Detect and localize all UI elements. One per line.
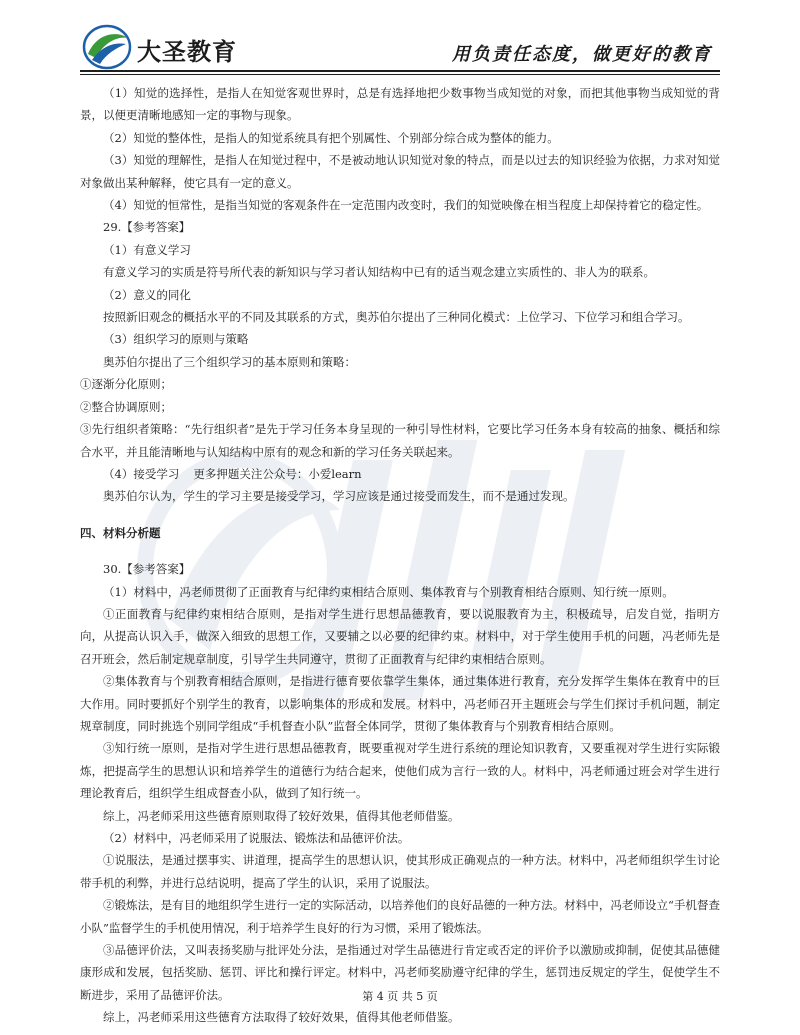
header-rule <box>80 70 720 72</box>
q29-text-2: 按照新旧观念的概括水平的不同及其联系的方式，奥苏伯尔提出了三种同化模式：上位学习、下位学习和组合学习。 <box>103 310 690 325</box>
q29-title: 29.【参考答案】 <box>103 220 191 235</box>
q29-text-4: 奥苏伯尔认为，学生的学习主要是接受学习，学习应该是通过接受而发生，而不是通过发现。 <box>103 489 575 504</box>
q29-principle-1: ①逐渐分化原则； <box>80 377 172 392</box>
q30-para: ②锻炼法，是有目的地组织学生进行一定的实际活动，以培养他们的良好品德的一种方法。材料中，冯老师设立“手机督查小队”监督学生的手机使用情况，利于培养学生良好的行为习惯，采用了锻炼法。 <box>80 898 720 935</box>
q30-para: （1）材料中，冯老师贯彻了正面教育与纪律约束相结合原则、集体教育与个别教育相结合原则、知行统一原则。 <box>103 584 674 599</box>
q29-item-1: （1）有意义学习 <box>103 242 191 257</box>
header-rule-thin <box>80 74 720 75</box>
document-body <box>80 82 720 1029</box>
q30-para: 综上，冯老师采用这些德育方法取得了较好效果，值得其他老师借鉴。 <box>103 1010 460 1025</box>
perception-selectivity: （1）知觉的选择性，是指人在知觉客观世界时，总是有选择地把少数事物当成知觉的对象，而把其他事物当成知觉的背景，以便更清晰地感知一定的事物与现象。 <box>80 86 720 123</box>
q29-text-3: 奥苏伯尔提出了三个组织学习的基本原则和策略： <box>103 354 356 369</box>
perception-understanding: （3）知觉的理解性，是指人在知觉过程中，不是被动地认识知觉对象的特点，而是以过去的知识经验为依据，力求对知觉对象做出某种解释，使它具有一定的意义。 <box>80 153 720 190</box>
q30-para: （2）材料中，冯老师采用了说服法、锻炼法和品德评价法。 <box>103 831 410 845</box>
promo-note: 更多押题关注公众号：小爱learn <box>193 466 362 481</box>
perception-constancy: （4）知觉的恒常性，是指当知觉的客观条件在一定范围内改变时，我们的知觉映像在相当程度上却保持着它的稳定性。 <box>103 198 709 213</box>
q29-principle-2: ②整合协调原则； <box>80 399 172 414</box>
q29-item-4-label: （4）接受学习 <box>103 466 180 481</box>
q29-item-2: （2）意义的同化 <box>103 287 191 302</box>
q30-para: ①正面教育与纪律约束相结合原则，是指对学生进行思想品德教育，要以说服教育为主，积极疏导，启发自觉，指明方向，从提高认识入手，做深入细致的思想工作，又要辅之以必要的纪律约束。材料中，对于学生使用手机的问题，冯老师先是召开班会，然后制定规章制度，引导学生共同遵守，贯彻了正面教育与纪律约束相结合原则。 <box>80 606 720 666</box>
q30-para: ③知行统一原则，是指对学生进行思想品德教育，既要重视对学生进行系统的理论知识教育，又要重视对学生进行实际锻炼，把提高学生的思想认识和培养学生的道德行为结合起来，使他们成为言行一致的人。材料中，冯老师通过班会对学生进行理论教育后，组织学生组成督查小队，做到了知行统一。 <box>80 741 720 801</box>
q30-para: 综上，冯老师采用这些德育原则取得了较好效果，值得其他老师借鉴。 <box>103 808 460 823</box>
page-header <box>0 0 800 76</box>
q29-text-1: 有意义学习的实质是符号所代表的新知识与学习者认知结构中已有的适当观念建立实质性的、非人为的联系。 <box>103 265 655 280</box>
dasheng-logo-icon <box>82 24 132 70</box>
page-number: 第 4 页 共 5 页 <box>362 990 438 1003</box>
section-heading-materials: 四、材料分析题 <box>80 525 161 540</box>
perception-integrity: （2）知觉的整体性，是指人的知觉系统具有把个别属性、个别部分综合成为整体的能力。 <box>103 130 559 145</box>
q29-principle-3: ③先行组织者策略：“先行组织者”是先于学习任务本身呈现的一种引导性材料，它要比学习任务本身有较高的抽象、概括和综合水平，并且能清晰地与认知结构中原有的观念和新的学习任务关联起来。 <box>80 422 720 459</box>
brand-name: 大圣教育 <box>137 38 237 66</box>
header-slogan: 用负责任态度，做更好的教育 <box>452 44 712 65</box>
q29-item-4 <box>80 463 720 485</box>
q30-para: ②集体教育与个别教育相结合原则，是指进行德育要依靠学生集体，通过集体进行教育，充分发挥学生集体在教育中的巨大作用。同时要抓好个别学生的教育，以影响集体的形成和发展。材料中，冯老师召开主题班会与学生们探讨手机问题，制定规章制度，同时挑选个别同学组成“手机督查小队”监督全体同学，贯彻了集体教育与个别教育相结合原则。 <box>80 674 720 733</box>
q30-para: ①说服法，是通过摆事实、讲道理，提高学生的思想认识，使其形成正确观点的一种方法。材料中，冯老师组织学生讨论带手机的利弊，并进行总结说明，提高了学生的认识，采用了说服法。 <box>80 853 720 890</box>
q30-title: 30.【参考答案】 <box>103 562 191 577</box>
q30-para: ③品德评价法，又叫表扬奖励与批评处分法，是指通过对学生品德进行肯定或否定的评价予以激励或抑制，促使其品德健康形成和发展，包括奖励、惩罚、评比和操行评定。材料中，冯老师奖励遵守纪律的学生，惩罚违反规定的学生，促使学生不断进步，采用了品德评价法。 <box>80 943 720 1002</box>
q29-item-3: （3）组织学习的原则与策略 <box>103 332 249 347</box>
